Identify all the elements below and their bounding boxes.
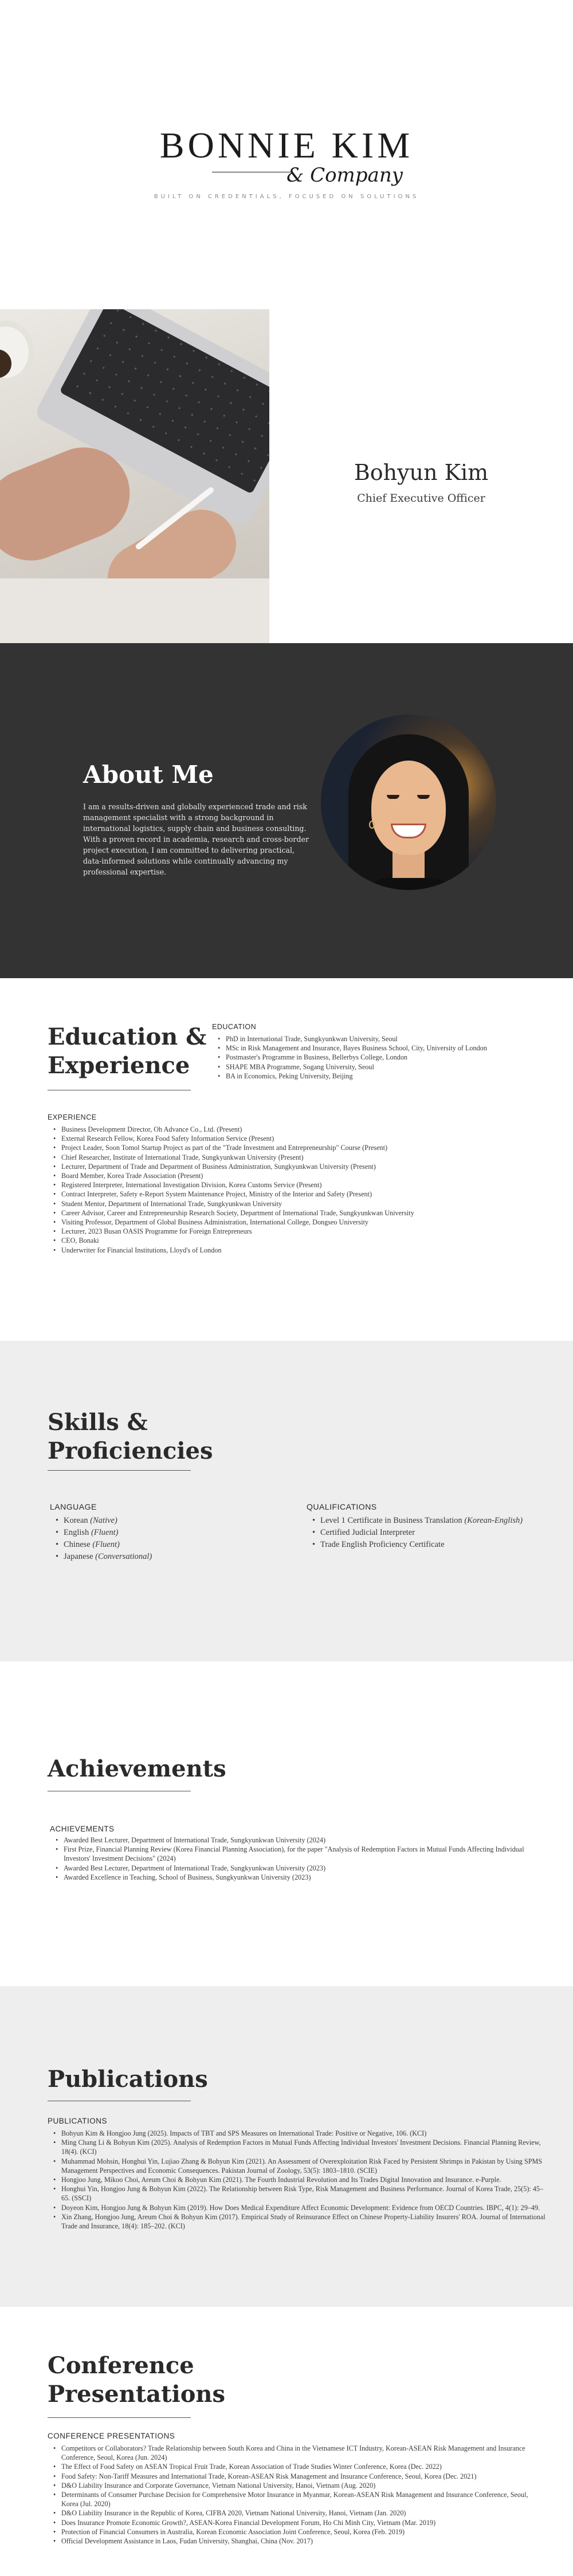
conference-section <box>0 2307 573 2576</box>
experience-block <box>48 1113 540 1255</box>
conference-divider <box>48 2417 191 2418</box>
site-header <box>0 0 573 309</box>
list-item: • External Research Fellow, Korea Food Safety Information Service (Present) <box>48 1134 540 1143</box>
item-detail: (Conversational) <box>95 1552 152 1561</box>
conference-heading: CONFERENCE PRESENTATIONS <box>48 2432 175 2440</box>
publications-section <box>0 1986 573 2307</box>
conference-title <box>48 2352 225 2409</box>
list-item: • Contract Interpreter, Safety e-Report System Maintenance Project, Ministry of the Interior and Safety (Present) <box>48 1189 540 1199</box>
list-item: • Project Leader, Soon Tomol Startup Project as part of the "Trade Investment and Entrepreneurship" Course (Present) <box>48 1143 540 1152</box>
list-item: • Official Development Assistance in Laos, Fudan University, Shanghai, China (Nov. 2017) <box>48 2536 546 2546</box>
laptop-photo <box>0 309 269 643</box>
conference-block <box>48 2432 546 2546</box>
conference-list <box>48 2444 546 2546</box>
list-item: • Determinants of Consumer Purchase Decision for Comprehensive Motor Insurance in Myanmar, Korean-ASEAN Risk Management and Insurance Conference, Seoul, Korea (Jul. 2020) <box>48 2490 546 2508</box>
portrait-avatar <box>321 715 496 890</box>
about-section <box>0 643 573 978</box>
list-item: • Honghui Yin, Hongjoo Jung & Bohyun Kim (2022). The Relationship between Risk Type, Risk Management and Business Performance. Journal of Korea Trade, 25(5): 45–65. (SSCI) <box>48 2184 546 2203</box>
list-item <box>307 1527 547 1539</box>
list-item: • Awarded Best Lecturer, Department of International Trade, Sungkyunkwan University (2023) <box>50 1864 548 1873</box>
qualifications-block <box>307 1502 547 1551</box>
list-item: • Underwriter for Financial Institutions, Lloyd's of London <box>48 1246 540 1255</box>
qualifications-heading: QUALIFICATIONS <box>307 1502 377 1511</box>
brand-logo[interactable] <box>0 127 573 200</box>
about-body: I am a results-driven and globally experienced trade and risk management specialist with a strong background in international logistics, supply chain and business consulting. With a proven record in academia, research and cross-border project execution, I am committed to delivering practical, data-informed solutions while continually advancing my professional expertise. <box>83 802 309 876</box>
skills-section <box>0 1341 573 1661</box>
profile-section <box>0 309 573 643</box>
achievements-list <box>50 1836 548 1882</box>
list-item: • Ming Chang Li & Bohyun Kim (2025). Analysis of Redemption Factors in Mutual Funds Affecting Individual Investors' Investment Decisions. Financial Planning Review, 18(4). (KCI) <box>48 2138 546 2156</box>
list-item: • D&O Liability Insurance in the Republic of Korea, CIFBA 2020, Vietnam National University, Hanoi, Vietnam (Jan. 2020) <box>48 2508 546 2518</box>
list-item: • Postmaster's Programme in Business, Bellerbys College, London <box>212 1053 533 1062</box>
education-section <box>0 978 573 1341</box>
list-item: • Business Development Director, Oh Advance Co., Ltd. (Present) <box>48 1125 540 1134</box>
list-item: • Xin Zhang, Hongjoo Jung, Areum Choi & Bohyun Kim (2017). Empirical Study of Reinsurance Effect on Chinese Property-Liability Insurers' ROA. Journal of International Trade and Insurance, 18(4): 185–202. (KCI) <box>48 2212 546 2231</box>
item-name: English <box>64 1528 89 1537</box>
brand-sub-row <box>0 164 573 188</box>
achievements-section <box>0 1661 573 1986</box>
experience-list <box>48 1125 540 1255</box>
list-item <box>50 1527 279 1539</box>
brand-tagline: BUILT ON CREDENTIALS, FOCUSED ON SOLUTIONS <box>154 194 419 200</box>
list-item: • Hongjoo Jung, Mikoo Choi, Areum Choi & Bohyun Kim (2021). The Fourth Industrial Revolution and Its Trades Digital Innovation and Insurance. e-Purple. <box>48 2175 546 2184</box>
list-item: • Doyeon Kim, Hongjoo Jung & Bohyun Kim (2019). How Does Medical Expenditure Affect Economic Development: Evidence from OECD Countries. IBPC, 4(1): 29–49. <box>48 2203 546 2212</box>
qualifications-list <box>307 1515 547 1551</box>
education-title <box>48 1023 206 1080</box>
experience-heading: EXPERIENCE <box>48 1113 97 1121</box>
item-detail: (Korean-English) <box>464 1516 523 1525</box>
skills-divider <box>48 1470 191 1471</box>
achievements-title: Achievements <box>48 1755 226 1782</box>
list-item <box>50 1515 279 1527</box>
item-name: Japanese <box>64 1552 93 1561</box>
list-item: • Visiting Professor, Department of Global Business Administration, International College, Dongseo University <box>48 1218 540 1227</box>
list-item: • Chief Researcher, Institute of International Trade, Sungkyunkwan University (Present) <box>48 1153 540 1162</box>
item-detail: (Native) <box>90 1516 117 1525</box>
list-item: • Competitors or Collaborators? Trade Relationship between South Korea and China in the Vietnamese ICT Industry, Korean-ASEAN Risk Management and Insurance Conference, Seoul, Korea (Jun. 2024) <box>48 2444 546 2462</box>
list-item: • The Effect of Food Safety on ASEAN Tropical Fruit Trade, Korean Association of Trade Studies Winter Conference, Korea (Dec. 2022) <box>48 2462 546 2471</box>
list-item <box>50 1539 279 1551</box>
education-heading: EDUCATION <box>212 1023 257 1031</box>
list-item: • Food Safety: Non-Tariff Measures and International Trade, Korean-ASEAN Risk Management and Insurance Conference, Seoul, Korea (Dec. 2021) <box>48 2472 546 2481</box>
item-detail: (Fluent) <box>91 1528 119 1537</box>
skills-title-line2: Proficiencies <box>48 1437 213 1464</box>
list-item <box>50 1551 279 1563</box>
publications-heading: PUBLICATIONS <box>48 2117 108 2125</box>
brand-company: & Company <box>286 164 403 187</box>
profile-name: Bohyun Kim <box>354 459 489 485</box>
about-title: About Me <box>83 761 214 789</box>
language-heading: LANGUAGE <box>50 1502 97 1511</box>
list-item: • Lecturer, 2023 Busan OASIS Programme for Foreign Entrepreneurs <box>48 1227 540 1236</box>
item-name: Level 1 Certificate in Business Translation <box>320 1516 462 1525</box>
profile-info <box>269 309 573 643</box>
education-title-line2: Experience <box>48 1052 190 1079</box>
brand-title: BONNIE KIM <box>159 125 414 166</box>
list-item: • PhD in International Trade, Sungkyunkwan University, Seoul <box>212 1034 533 1043</box>
list-item: • Protection of Financial Consumers in Australia, Korean Economic Association Joint Conference, Seoul, Korea (Feb. 2019) <box>48 2527 546 2536</box>
list-item: • CEO, Bonaki <box>48 1236 540 1245</box>
item-name: Korean <box>64 1516 88 1525</box>
language-list <box>50 1515 279 1563</box>
education-list <box>212 1034 533 1081</box>
list-item <box>307 1539 547 1551</box>
list-item: • Awarded Best Lecturer, Department of International Trade, Sungkyunkwan University (2024) <box>50 1836 548 1845</box>
list-item: • D&O Liability Insurance and Corporate Governance, Vietnam National University, Hanoi, Vietnam (Aug. 2020) <box>48 2481 546 2490</box>
education-title-line1: Education & <box>48 1023 207 1050</box>
item-detail: (Fluent) <box>92 1540 120 1549</box>
achievements-heading: ACHIEVEMENTS <box>50 1825 115 1833</box>
skills-title <box>48 1408 213 1466</box>
list-item: • MSc in Risk Management and Insurance, Bayes Business School, City, University of London <box>212 1043 533 1053</box>
list-item: • Muhammad Mohsin, Honghui Yin, Lujiao Zhang & Bohyun Kim (2021). An Assessment of Overexploitation Risk Faced by Persistent Shrimps in Pakistan by Using SPMS Management Perspectives and Economic Consequences. Pakistan Journal of Zoology, 53(5): 1803–1810. (SCIE) <box>48 2157 546 2175</box>
publications-block <box>48 2117 546 2231</box>
list-item: • Registered Interpreter, International Investigation Division, Korea Customs Service (Present) <box>48 1180 540 1189</box>
list-item: • Awarded Excellence in Teaching, School of Business, Sungkyunkwan University (2023) <box>50 1873 548 1882</box>
conference-title-line1: Conference <box>48 2352 194 2379</box>
language-block <box>50 1502 279 1563</box>
list-item: • Does Insurance Promote Economic Growth?, ASEAN-Korea Financial Development Forum, Ho Chi Minh City, Vietnam (Mar. 2019) <box>48 2518 546 2527</box>
publications-list <box>48 2129 546 2231</box>
conference-title-line2: Presentations <box>48 2381 225 2408</box>
item-name: Certified Judicial Interpreter <box>320 1528 415 1537</box>
list-item: • Lecturer, Department of Trade and Department of Business Administration, Sungkyunkwan University (Present) <box>48 1162 540 1171</box>
list-item: • Bohyun Kim & Hongjoo Jung (2025). Impacts of TBT and SPS Measures on International Trade: Positive or Negative, 106. (KCI) <box>48 2129 546 2138</box>
list-item: • First Prize, Financial Planning Review (Korea Financial Planning Association), for the paper "Analysis of Redemption Factors in Mutual Funds Affecting Individual Investors' Investment Decisions" (2024) <box>50 1845 548 1863</box>
list-item: • Board Member, Korea Trade Association (Present) <box>48 1171 540 1180</box>
achievements-block <box>50 1825 548 1882</box>
list-item: • Student Mentor, Department of International Trade, Sungkyunkwan University <box>48 1199 540 1208</box>
publications-title: Publications <box>48 2066 208 2093</box>
list-item <box>307 1515 547 1527</box>
profile-role: Chief Executive Officer <box>357 491 485 505</box>
list-item: • Career Advisor, Career and Entrepreneurship Research Society, Department of International Trade, Sungkyunkwan University <box>48 1208 540 1218</box>
about-text-block <box>83 761 312 877</box>
item-name: Chinese <box>64 1540 91 1549</box>
item-name: Trade English Proficiency Certificate <box>320 1540 445 1549</box>
skills-title-line1: Skills & <box>48 1409 148 1436</box>
list-item: • SHAPE MBA Programme, Sogang University, Seoul <box>212 1062 533 1072</box>
education-block <box>212 1023 533 1081</box>
list-item: • BA in Economics, Peking University, Beijing <box>212 1072 533 1081</box>
